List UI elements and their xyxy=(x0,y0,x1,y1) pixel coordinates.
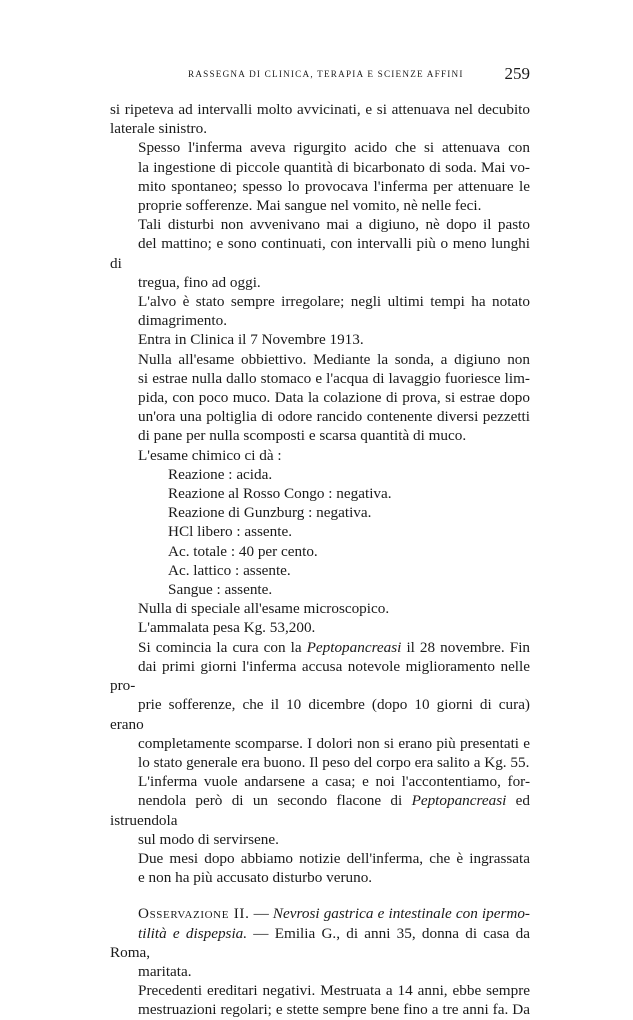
text-line: L'ammalata pesa Kg. 53,200. xyxy=(138,619,316,637)
paragraph-11 xyxy=(110,849,530,887)
text-line: Entra in Clinica il 7 Novembre 1913. xyxy=(138,331,364,349)
text-line: del mattino; e sono continuati, con intervalli più o meno lunghi di xyxy=(110,235,530,272)
drug-name: Peptopancreasi xyxy=(306,638,402,656)
paragraph-8 xyxy=(110,618,530,637)
paragraph-7 xyxy=(110,599,530,618)
exam-result-item: Ac. lattico : assente. xyxy=(168,561,291,579)
text-line: tregua, fino ad oggi. xyxy=(138,273,261,291)
text-line: prie sofferenze, che il 10 dicembre (dopo 10 giorni di cura) erano xyxy=(110,696,530,733)
text-line: lo stato generale era buono. Il peso del corpo era salito a Kg. 55. xyxy=(138,753,530,771)
text-run: — xyxy=(249,905,273,923)
paragraph-12 xyxy=(110,981,530,1019)
text-line: sul modo di servirsene. xyxy=(138,830,279,848)
text-run: ed istruendola xyxy=(110,792,530,829)
text-line: L'esame chimico ci dà : xyxy=(138,446,282,464)
exam-result-item: Reazione : acida. xyxy=(168,465,273,483)
text-line: e non ha più accusato disturbo veruno. xyxy=(138,869,373,887)
text-line: maritata. xyxy=(138,962,192,980)
text-line: Precedenti ereditari negativi. Mestruata a 14 anni, ebbe sempre xyxy=(138,982,530,1000)
text-line xyxy=(110,791,530,829)
paragraph-10 xyxy=(110,772,530,849)
text-line: L'inferma vuole andarsene a casa; e noi l'accontentiamo, for- xyxy=(138,773,530,791)
text-run: — Emilia G., di anni 35, donna di casa da Roma, xyxy=(110,924,530,961)
text-line xyxy=(110,638,530,657)
text-line xyxy=(110,924,530,962)
text-line: L'alvo è stato sempre irregolare; negli ultimi tempi ha notato xyxy=(138,293,530,311)
text-line: di pane per nulla scomposti e scarsa quantità di muco. xyxy=(138,427,467,445)
paragraph-4 xyxy=(110,292,530,330)
paragraph-6 xyxy=(110,350,530,446)
text-line: la ingestione di piccole quantità di bicarbonato di soda. Mai vo- xyxy=(138,158,530,176)
body-text xyxy=(110,100,530,1020)
text-line: Tali disturbi non avvenivano mai a digiuno, nè dopo il pasto xyxy=(138,216,530,234)
text-line: Nulla all'esame obbiettivo. Mediante la sonda, a digiuno non xyxy=(138,350,530,368)
text-line: si estrae nulla dallo stomaco e l'acqua di lavaggio fuoriesce lim- xyxy=(138,369,530,387)
text-line: un'ora una poltiglia di odore rancido contenente diversi pezzetti xyxy=(138,408,530,426)
exam-result-item: Sangue : assente. xyxy=(168,581,273,599)
paragraph-1 xyxy=(110,100,530,138)
text-line: Spesso l'inferma aveva rigurgito acido che si attenuava con xyxy=(138,139,530,157)
text-line: proprie sofferenze. Mai sangue nel vomito, nè nelle feci. xyxy=(138,197,482,215)
page-header xyxy=(110,66,530,86)
text-line: dai primi giorni l'inferma accusa notevole miglioramento nelle pro- xyxy=(110,657,530,695)
text-run: il 28 novembre. Fin xyxy=(401,638,531,656)
text-line: pida, con poco muco. Data la colazione di prova, si estrae dopo xyxy=(138,389,530,407)
drug-name: Peptopancreasi xyxy=(411,792,507,810)
text-line: dimagrimento. xyxy=(138,312,227,330)
exam-results-list xyxy=(110,465,530,599)
text-line: Nulla di speciale all'esame microscopico. xyxy=(138,600,390,618)
text-line: laterale sinistro. xyxy=(110,120,207,138)
observation-label: Osservazione II. xyxy=(138,905,250,923)
paragraph-3 xyxy=(110,215,530,292)
text-line: mestruazioni regolari; e stette sempre bene fino a tre anni fa. Da xyxy=(138,1001,530,1019)
observation-heading xyxy=(110,904,530,981)
text-run: nendola però di un secondo flacone di xyxy=(138,792,412,810)
section-gap xyxy=(110,887,530,904)
paragraph-2 xyxy=(110,138,530,215)
text-line: completamente scomparse. I dolori non si erano più presentati e xyxy=(138,734,530,752)
exam-result-item: Ac. totale : 40 per cento. xyxy=(168,542,318,560)
paragraph-5 xyxy=(110,330,530,349)
observation-title: tilità e dispepsia. xyxy=(138,924,248,942)
text-line: si ripeteva ad intervalli molto avvicinati, e si attenuava nel decubito xyxy=(110,101,530,118)
exam-result-item: Reazione di Gunzburg : negativa. xyxy=(168,504,372,522)
text-run: Si comincia la cura con la xyxy=(138,638,307,656)
page-number: 259 xyxy=(504,64,530,83)
exam-result-item: HCl libero : assente. xyxy=(168,523,293,541)
exam-result-item: Reazione al Rosso Congo : negativa. xyxy=(168,485,392,503)
text-line xyxy=(110,904,530,923)
exam-intro xyxy=(110,446,530,465)
running-head: RASSEGNA DI CLINICA, TERAPIA E SCIENZE AFFINI xyxy=(188,69,464,79)
paragraph-9 xyxy=(110,638,530,772)
text-line: mito spontaneo; spesso lo provocava l'inferma per attenuare le xyxy=(138,177,530,195)
text-line: Due mesi dopo abbiamo notizie dell'inferma, che è ingrassata xyxy=(138,849,530,867)
observation-title: Nevrosi gastrica e intestinale con ipermo- xyxy=(272,905,530,923)
